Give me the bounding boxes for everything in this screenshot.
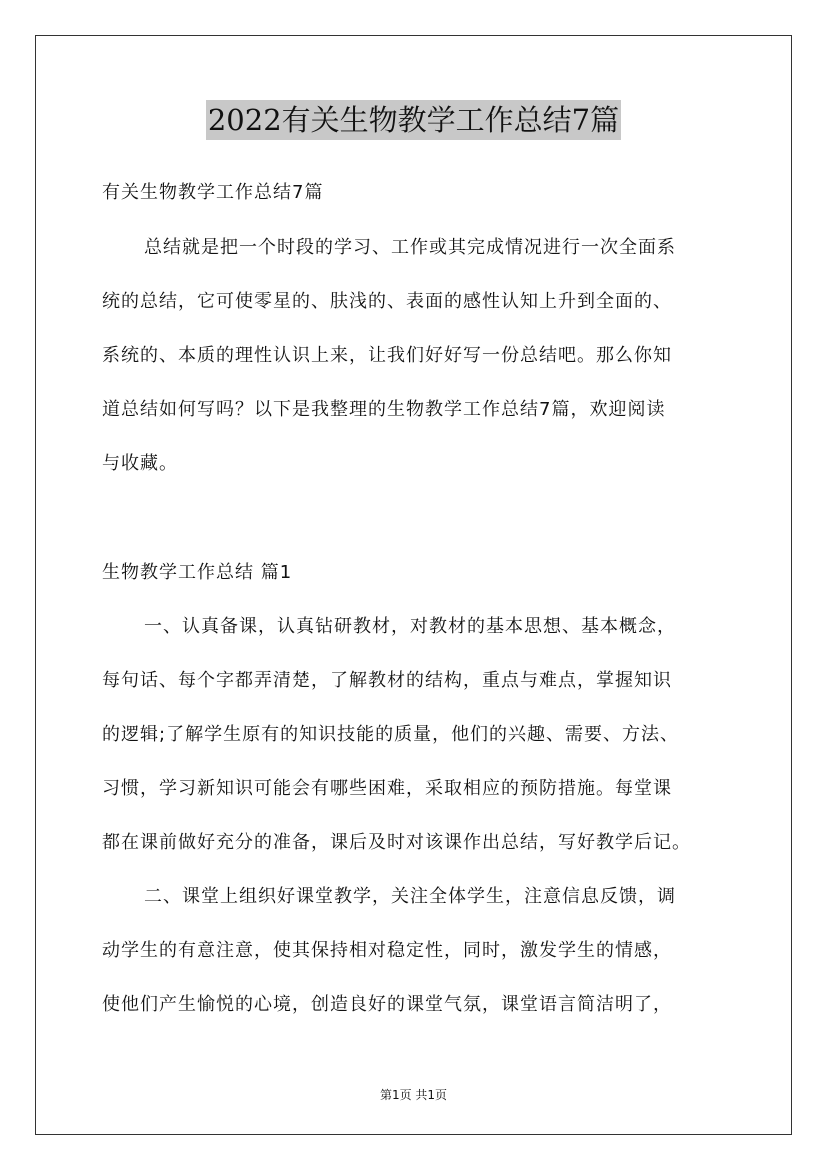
intro-line: 系统的、本质的理性认识上来，让我们好好写一份总结吧。那么你知 — [102, 345, 672, 366]
intro-line: 总结就是把一个时段的学习、工作或其完成情况进行一次全面系 — [144, 237, 676, 258]
document-subtitle: 有关生物教学工作总结7篇 — [102, 182, 324, 203]
paragraph-line: 一、认真备课，认真钻研教材，对教材的基本思想、基本概念， — [144, 616, 676, 637]
intro-line: 道总结如何写吗？以下是我整理的生物教学工作总结7篇，欢迎阅读 — [102, 399, 666, 420]
paragraph-line: 习惯，学习新知识可能会有哪些困难，采取相应的预防措施。每堂课 — [102, 778, 672, 799]
intro-line: 与收藏。 — [102, 453, 178, 474]
paragraph-line: 都在课前做好充分的准备，课后及时对该课作出总结，写好教学后记。 — [102, 832, 691, 853]
paragraph-line: 每句话、每个字都弄清楚，了解教材的结构，重点与难点，掌握知识 — [102, 670, 672, 691]
paragraph-line: 使他们产生愉悦的心境，创造良好的课堂气氛，课堂语言简洁明了， — [102, 994, 672, 1015]
document-title: 2022有关生物教学工作总结7篇 — [206, 100, 621, 140]
page-footer: 第1页 共1页 — [379, 1088, 448, 1102]
paragraph-line: 的逻辑;了解学生原有的知识技能的质量，他们的兴趣、需要、方法、 — [102, 724, 680, 745]
title-container — [0, 100, 827, 140]
paragraph-line: 动学生的有意注意，使其保持相对稳定性，同时，激发学生的情感， — [102, 940, 672, 961]
section-heading: 生物教学工作总结 篇1 — [102, 562, 293, 583]
intro-line: 统的总结，它可使零星的、肤浅的、表面的感性认知上升到全面的、 — [102, 291, 672, 312]
paragraph-line: 二、课堂上组织好课堂教学，关注全体学生，注意信息反馈，调 — [144, 886, 676, 907]
